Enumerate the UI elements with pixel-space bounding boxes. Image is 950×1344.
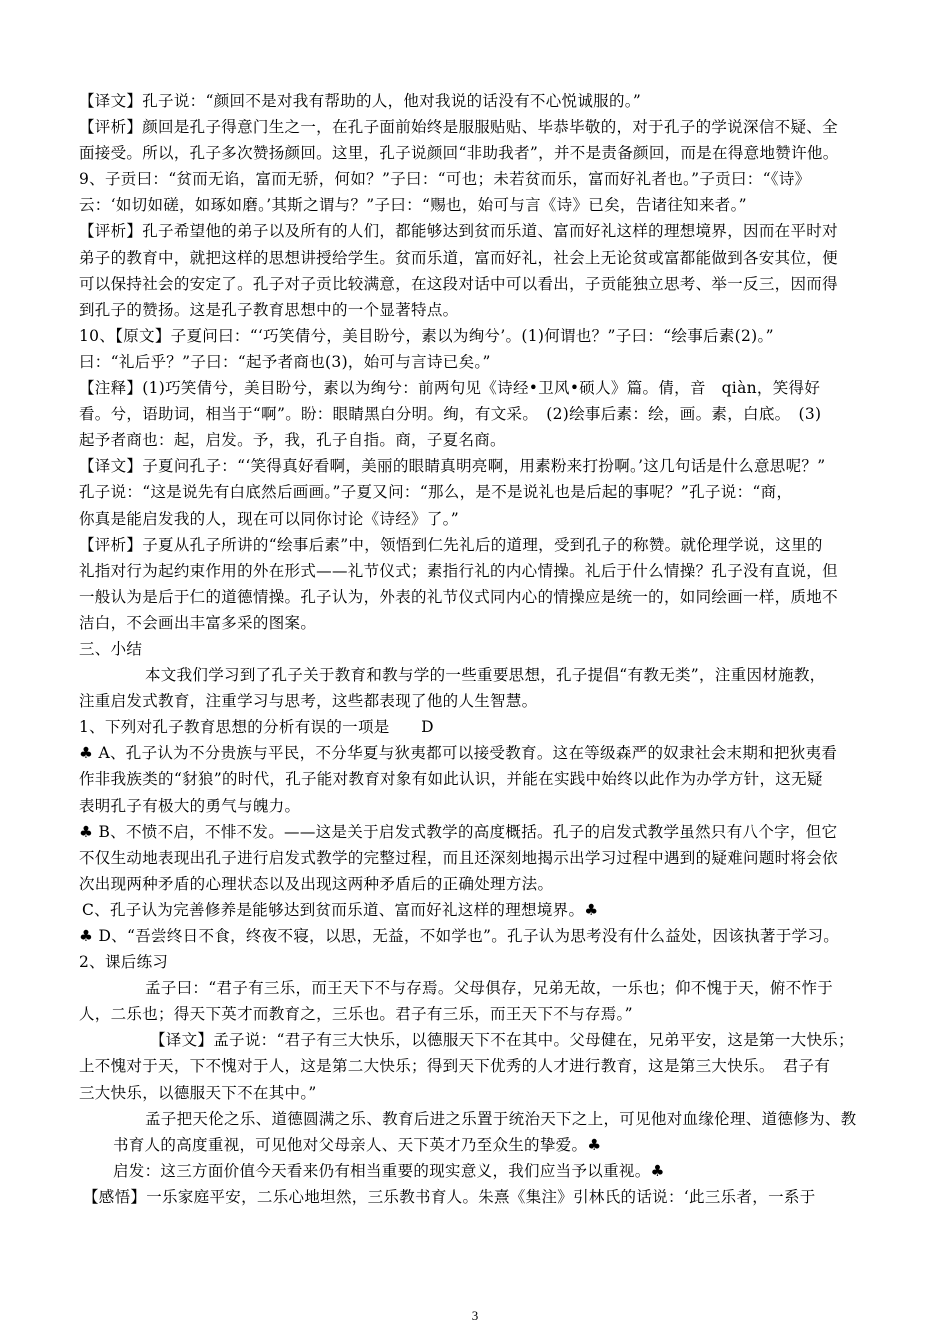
text-line: 【评析】颜回是孔子得意门生之一，在孔子面前始终是服服贴贴、毕恭毕敬的，对于孔子的学说深信不疑、全 <box>79 118 838 137</box>
option-line: ♣ A、孔子认为不分贵族与平民，不分华夏与狄夷都可以接受教育。这在等级森严的奴隶社会末期和把狄夷看 <box>79 744 838 763</box>
text-line: 你真是能启发我的人，现在可以同你讨论《诗经》了。” <box>79 509 459 528</box>
text-line: 到孔子的赞扬。这是孔子教育思想中的一个显著特点。 <box>79 300 459 319</box>
text-line: 云：‘如切如磋，如琢如磨。’其斯之谓与？”子曰：“赐也，始可与言《诗》已矣，告诸往知来者。” <box>79 196 747 215</box>
option-line: ♣ D、“吾尝终日不食，终夜不寝，以思，无益，不如学也”。孔子认为思考没有什么益处，因该执著于学习。 <box>79 927 840 945</box>
page-number: 3 <box>471 1308 479 1323</box>
option-line: C、孔子认为完善修养是能够达到贫而乐道、富而好礼这样的理想境界。♣ <box>82 900 599 919</box>
text-line: 孟子曰：“君子有三乐，而王天下不与存焉。父母俱存，兄弟无故，一乐也；仰不愧于天，俯不怍于 <box>145 979 834 998</box>
text-line: 可以保持社会的安定了。孔子对子贡比较满意，在这段对话中可以看出，子贡能独立思考、举一反三，因而得 <box>79 274 838 293</box>
question-line: 1、下列对孔子教育思想的分析有误的一项是 D <box>79 718 434 737</box>
text-line: 上不愧对于天，下不愧对于人，这是第二大快乐；得到天下优秀的人才进行教育，这是第三大快乐。 君子有 <box>79 1057 831 1076</box>
option-line: ♣ B、不愤不启，不悱不发。——这是关于启发式教学的高度概括。孔子的启发式教学虽然只有八个字，但它 <box>79 822 838 841</box>
text-line: 【评析】子夏从孔子所讲的“绘事后素”中，领悟到仁先礼后的道理，受到孔子的称赞。就伦理学说，这里的 <box>79 535 823 554</box>
text-line: 洁白，不会画出丰富多采的图案。 <box>79 613 317 632</box>
text-line: 【译文】孟子说：“君子有三大快乐，以德服天下不在其中。父母健在，兄弟平安，这是第一大快乐； <box>150 1031 854 1050</box>
text-line: 本文我们学习到了孔子关于教育和教与学的一些重要思想，孔子提倡“有教无类”，注重因材施教， <box>145 666 826 685</box>
document-body <box>79 88 887 1210</box>
text-line: 起予者商也：起，启发。予，我，孔子自指。商，子夏名商。 <box>79 431 506 450</box>
text-line: 【译文】子夏问孔子：“‘笑得真好看啊，美丽的眼睛真明亮啊，用素粉来打扮啊。’这几句话是什么意思呢？” <box>79 457 826 476</box>
text-line: 9、子贡曰：“贫而无谄，富而无骄，何如？”子曰：“可也；未若贫而乐，富而好礼者也。”子贡曰：“《诗》 <box>79 170 811 189</box>
section-heading: 2、课后练习 <box>79 953 169 972</box>
text-line: 注重启发式教育，注重学习与思考，这些都表现了他的人生智慧。 <box>79 692 538 711</box>
text-line: 作非我族类的“豺狼”的时代，孔子能对教育对象有如此认识，并能在实践中始终以此作为办学方针，这无疑 <box>79 770 823 789</box>
text-line: 孟子把天伦之乐、道德圆满之乐、教育后进之乐置于统治天下之上，可见他对血缘伦理、道德修为、教 <box>145 1109 857 1128</box>
text-line: 次出现两种矛盾的心理状态以及出现这两种矛盾后的正确处理方法。 <box>79 874 554 893</box>
text-line: 【注释】(1)巧笑倩兮，美目盼兮，素以为绚兮：前两句见《诗经•卫风•硕人》篇。倩，音 qiàn，笑得好 <box>79 379 821 398</box>
text-line: 【评析】孔子希望他的弟子以及所有的人们，都能够达到贫而乐道、富而好礼这样的理想境界，因而在平时对 <box>79 222 838 241</box>
text-line: 启发：这三方面价值今天看来仍有相当重要的现实意义，我们应当予以重视。♣ <box>113 1161 665 1180</box>
text-line: 一般认为是后于仁的道德情操。孔子认为，外表的礼节仪式同内心的情操应是统一的，如同绘画一样，质地不 <box>79 587 838 606</box>
text-line: 【译文】孔子说：“颜回不是对我有帮助的人，他对我说的话没有不心悦诚服的。” <box>79 92 642 110</box>
text-line: 弟子的教育中，就把这样的思想讲授给学生。贫而乐道，富而好礼，社会上无论贫或富都能做到各安其位，便 <box>79 248 838 267</box>
text-line: 三大快乐，以德服天下不在其中。” <box>79 1083 317 1102</box>
text-line: 【感悟】一乐家庭平安，二乐心地坦然，三乐教书育人。朱熹《集注》引林氏的话说：‘此三乐者，一系于 <box>83 1187 816 1206</box>
text-line: 面接受。所以，孔子多次赞扬颜回。这里，孔子说颜回“非助我者”，并不是责备颜回，而是在得意地赞许他。 <box>79 144 839 163</box>
section-heading: 三、小结 <box>79 639 143 658</box>
text-line: 人，二乐也；得天下英才而教育之，三乐也。君子有三乐，而王天下不与存焉。” <box>79 1005 633 1024</box>
text-line: 书育人的高度重视，可见他对父母亲人、天下英才乃至众生的挚爱。♣ <box>113 1135 602 1154</box>
text-line: 10、【原文】子夏问曰：“‘巧笑倩兮，美目盼兮，素以为绚兮’。(1)何谓也？”子曰：“绘事后素(2)。” <box>79 326 774 345</box>
text-line: 礼指对行为起约束作用的外在形式——礼节仪式；素指行礼的内心情操。礼后于什么情操？孔子没有直说，但 <box>79 561 838 580</box>
text-line: 孔子说：“这是说先有白底然后画画。”子夏又问：“那么，是不是说礼也是后起的事呢？”孔子说：“商， <box>79 483 793 502</box>
text-line: 曰：“礼后乎？”子曰：“起予者商也(3)，始可与言诗已矣。” <box>79 352 491 371</box>
text-line: 不仅生动地表现出孔子进行启发式教学的完整过程，而且还深刻地揭示出学习过程中遇到的疑难问题时将会依 <box>79 848 838 867</box>
text-line: 表明孔子有极大的勇气与魄力。 <box>79 796 301 815</box>
text-line: 看。兮，语助词，相当于“啊”。盼：眼睛黑白分明。绚，有文采。 (2)绘事后素：绘，画。素，白底。 (3) <box>79 405 822 424</box>
